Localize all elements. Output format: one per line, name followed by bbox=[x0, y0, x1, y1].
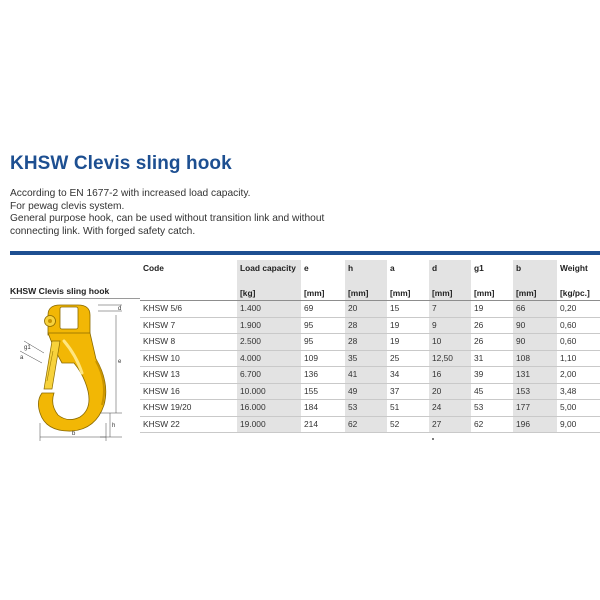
unit-a: [mm] bbox=[387, 288, 429, 301]
table-units-row bbox=[140, 288, 600, 301]
column-header-g1: g1 bbox=[474, 263, 484, 273]
column-header-a: a bbox=[390, 263, 395, 273]
cell-e: 136 bbox=[301, 367, 345, 384]
cell-b: 196 bbox=[513, 416, 557, 433]
cell-a: 34 bbox=[387, 367, 429, 384]
dimension-label-g1: g1 bbox=[24, 345, 31, 351]
cell-d: 7 bbox=[429, 301, 471, 318]
cell-e: 69 bbox=[301, 301, 345, 318]
unit-b: [mm] bbox=[513, 288, 557, 301]
cell-load-capacity: 1.400 bbox=[237, 301, 301, 318]
column-header-b: b bbox=[513, 260, 557, 288]
table-row bbox=[140, 334, 600, 351]
cell-a: 51 bbox=[387, 400, 429, 417]
cell-weight: 2,00 bbox=[557, 367, 600, 384]
cell-d: 27 bbox=[429, 416, 471, 433]
cell-d: 12,50 bbox=[429, 350, 471, 367]
page-title: KHSW Clevis sling hook bbox=[10, 153, 232, 174]
cell-d: 20 bbox=[429, 383, 471, 400]
cell-h: 41 bbox=[345, 367, 387, 384]
clevis-hook-diagram bbox=[14, 301, 126, 443]
unit-h: [mm] bbox=[345, 288, 387, 301]
cell-e: 109 bbox=[301, 350, 345, 367]
cell-code: KHSW 7 bbox=[140, 317, 237, 334]
cell-h: 28 bbox=[345, 317, 387, 334]
column-header-h: h bbox=[345, 260, 387, 288]
table-row bbox=[140, 416, 600, 433]
table-row bbox=[140, 400, 600, 417]
cell-h: 28 bbox=[345, 334, 387, 351]
cell-code: KHSW 10 bbox=[140, 350, 237, 367]
cell-load-capacity: 1.900 bbox=[237, 317, 301, 334]
cell-d: 16 bbox=[429, 367, 471, 384]
cell-code: KHSW 5/6 bbox=[140, 301, 237, 318]
cell-g1: 62 bbox=[471, 416, 513, 433]
dimension-label-h: h bbox=[112, 423, 116, 429]
cell-e: 184 bbox=[301, 400, 345, 417]
table-row bbox=[140, 383, 600, 400]
unit-weight: [kg/pc.] bbox=[557, 288, 600, 301]
product-label: KHSW Clevis sling hook bbox=[10, 286, 110, 296]
unit-d: [mm] bbox=[429, 288, 471, 301]
cell-weight: 5,00 bbox=[557, 400, 600, 417]
table-row bbox=[140, 317, 600, 334]
cell-load-capacity: 2.500 bbox=[237, 334, 301, 351]
cell-load-capacity: 19.000 bbox=[237, 416, 301, 433]
cell-a: 19 bbox=[387, 334, 429, 351]
table-row bbox=[140, 367, 600, 384]
cell-h: 49 bbox=[345, 383, 387, 400]
cell-g1: 31 bbox=[471, 350, 513, 367]
cell-a: 15 bbox=[387, 301, 429, 318]
cell-weight: 0,20 bbox=[557, 301, 600, 318]
cell-code: KHSW 22 bbox=[140, 416, 237, 433]
cell-h: 35 bbox=[345, 350, 387, 367]
cell-weight: 9,00 bbox=[557, 416, 600, 433]
cell-e: 214 bbox=[301, 416, 345, 433]
cell-d: 10 bbox=[429, 334, 471, 351]
cell-weight: 3,48 bbox=[557, 383, 600, 400]
cell-weight: 0,60 bbox=[557, 334, 600, 351]
cell-h: 53 bbox=[345, 400, 387, 417]
cell-load-capacity: 4.000 bbox=[237, 350, 301, 367]
section-divider bbox=[10, 251, 600, 255]
product-label-underline bbox=[10, 298, 140, 299]
cell-e: 155 bbox=[301, 383, 345, 400]
cell-g1: 45 bbox=[471, 383, 513, 400]
unit-g1: [mm] bbox=[471, 288, 513, 301]
cell-g1: 39 bbox=[471, 367, 513, 384]
cell-a: 25 bbox=[387, 350, 429, 367]
spec-table bbox=[140, 260, 600, 433]
description-line: connecting link. With forged safety catch. bbox=[10, 225, 196, 237]
cell-code: KHSW 16 bbox=[140, 383, 237, 400]
table-row bbox=[140, 350, 600, 367]
cell-d: 24 bbox=[429, 400, 471, 417]
cell-code: KHSW 8 bbox=[140, 334, 237, 351]
product-description bbox=[10, 188, 340, 238]
dimension-label-a: a bbox=[20, 355, 24, 361]
dimension-label-e: e bbox=[118, 359, 122, 365]
unit-load-capacity: [kg] bbox=[237, 288, 301, 301]
cell-b: 153 bbox=[513, 383, 557, 400]
cell-a: 52 bbox=[387, 416, 429, 433]
cell-a: 37 bbox=[387, 383, 429, 400]
cell-b: 177 bbox=[513, 400, 557, 417]
description-line: According to EN 1677-2 with increased load capacity. bbox=[10, 188, 251, 199]
unit-e: [mm] bbox=[301, 288, 345, 301]
dimension-label-d: d bbox=[118, 306, 122, 312]
cell-d: 9 bbox=[429, 317, 471, 334]
column-header-code: Code bbox=[143, 263, 164, 273]
cell-b: 90 bbox=[513, 317, 557, 334]
cell-code: KHSW 13 bbox=[140, 367, 237, 384]
cell-g1: 53 bbox=[471, 400, 513, 417]
description-line: For pewag clevis system. bbox=[10, 200, 125, 212]
cell-h: 20 bbox=[345, 301, 387, 318]
table-row bbox=[140, 301, 600, 318]
cell-b: 66 bbox=[513, 301, 557, 318]
cell-g1: 19 bbox=[471, 301, 513, 318]
unit-code bbox=[140, 288, 237, 301]
description-line: General purpose hook, can be used without transition link and without bbox=[10, 213, 325, 225]
cell-b: 90 bbox=[513, 334, 557, 351]
cell-e: 95 bbox=[301, 334, 345, 351]
cell-weight: 1,10 bbox=[557, 350, 600, 367]
cell-e: 95 bbox=[301, 317, 345, 334]
table-header-row bbox=[140, 260, 600, 288]
column-header-load-capacity: Load capacity bbox=[237, 260, 301, 288]
cell-b: 131 bbox=[513, 367, 557, 384]
cell-load-capacity: 16.000 bbox=[237, 400, 301, 417]
stray-dot bbox=[432, 438, 434, 440]
cell-g1: 26 bbox=[471, 317, 513, 334]
column-header-weight: Weight bbox=[560, 263, 588, 273]
cell-load-capacity: 6.700 bbox=[237, 367, 301, 384]
cell-weight: 0,60 bbox=[557, 317, 600, 334]
cell-b: 108 bbox=[513, 350, 557, 367]
column-header-e: e bbox=[304, 263, 309, 273]
cell-g1: 26 bbox=[471, 334, 513, 351]
cell-load-capacity: 10.000 bbox=[237, 383, 301, 400]
dimension-label-b: b bbox=[72, 431, 76, 437]
cell-a: 19 bbox=[387, 317, 429, 334]
cell-h: 62 bbox=[345, 416, 387, 433]
column-header-d: d bbox=[429, 260, 471, 288]
cell-code: KHSW 19/20 bbox=[140, 400, 237, 417]
